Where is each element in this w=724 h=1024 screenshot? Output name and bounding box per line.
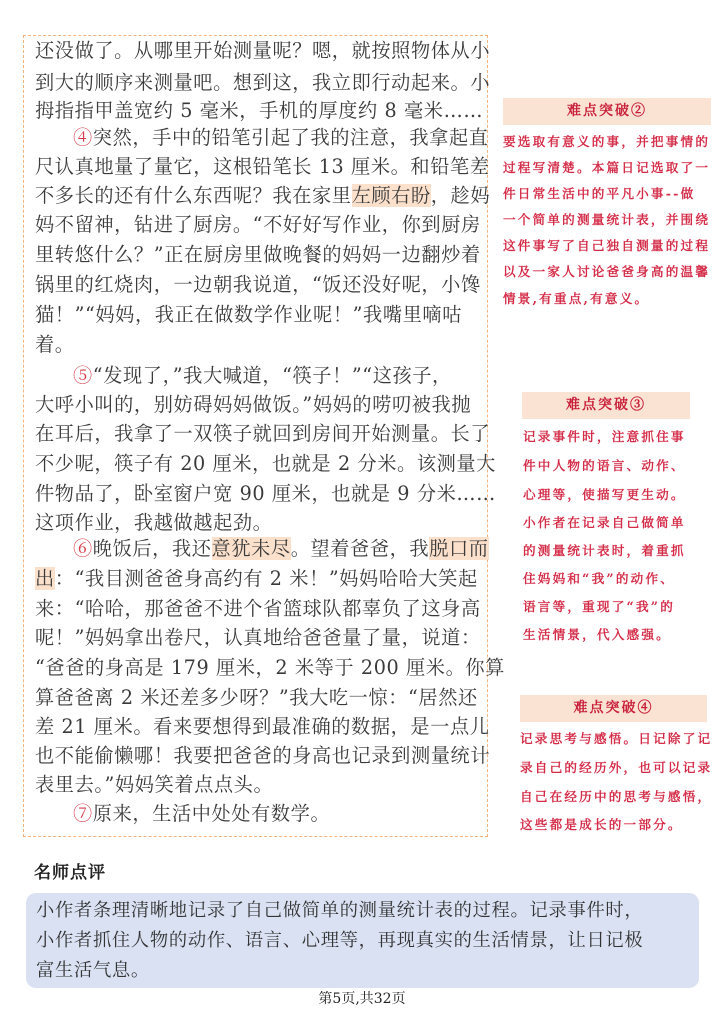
review-line: 小作者抓住人物的动作、语言、心理等，再现真实的生活情景，让日记极: [36, 930, 644, 951]
note-2-line: 以及一家人讨论爸爸身高的温馨: [503, 264, 711, 279]
note-3-line: 小作者在记录自己做简单: [523, 515, 686, 530]
paragraph-5-line: ⑤“发现了，”我大喊道，“筷子！”“这孩子，: [73, 364, 452, 387]
diary-line: 还没做了。从哪里开始测量呢？嗯，就按照物体从小: [35, 39, 491, 62]
note-4-line: 这些都是成长的一部分。: [520, 817, 683, 832]
review-line: 小作者条理清晰地记录了自己做简单的测量统计表的过程。记录事件时，: [36, 900, 644, 921]
paragraph-4-line: 锅里的红烧肉，一边朝我说道，“饭还没好呢，小馋: [35, 273, 481, 296]
paragraph-4-line: 里转悠什么？”正在厨房里做晚餐的妈妈一边翻炒着: [35, 243, 481, 266]
paragraph-6-line: 表里去。”妈妈笑着点点头。: [35, 773, 274, 796]
paragraph-6-line: 算爸爸离 2 米还差多少呀？”我大吃一惊：“居然还: [35, 686, 478, 709]
note-3-line: 的测量统计表时，着重抓: [523, 543, 686, 558]
highlighted-phrase: 左顾右盼: [351, 184, 431, 207]
note-4-line: 录自己的经历外，也可以记录: [520, 760, 713, 775]
paragraph-4-line: 尺认真地量了量它，这根铅笔长 13 厘米。和铅笔差: [35, 155, 490, 178]
note-3-line: 生活情景，代入感强。: [523, 627, 671, 642]
note-3-line: 记录事件时，注意抓住事: [523, 429, 686, 444]
paragraph-marker-7: ⑦: [73, 802, 93, 825]
note-2-line: 这件事写了自己独自测量的过程: [503, 238, 711, 253]
paragraph-6-line: 出：“我目测爸爸身高约有 2 米！”妈妈哈哈大笑起: [35, 567, 478, 590]
highlighted-phrase: 出: [35, 567, 55, 590]
review-line: 富生活气息。: [36, 960, 150, 981]
note-3-line: 语言等，重现了“我”的: [523, 599, 676, 614]
diary-line: 拇指指甲盖宽约 5 毫米，手机的厚度约 8 毫米……: [35, 99, 484, 122]
paragraph-5-line: 件物品了，卧室窗户宽 90 厘米，也就是 9 分米……: [35, 482, 496, 505]
note-2-line: 一个简单的测量统计表，并围绕: [503, 212, 711, 227]
note-3-line: 件中人物的语言、动作、: [523, 458, 686, 473]
note-2-line: 件日常生活中的平凡小事--做: [503, 186, 696, 201]
paragraph-6-line: ⑥晚饭后，我还意犹未尽。望着爸爸，我脱口而: [73, 537, 489, 560]
note-2-line: 要选取有意义的事，并把事情的: [503, 134, 711, 149]
paragraph-4-line: 不多长的还有什么东西呢？我在家里左顾右盼，趁妈: [35, 184, 491, 207]
review-heading: 名师点评: [34, 863, 106, 883]
paragraph-5-line: 大呼小叫的，别妨碍妈妈做饭。”妈妈的唠叨被我抛: [35, 393, 472, 416]
page-number: 第5页,共32页: [318, 991, 406, 1007]
highlighted-phrase: 意犹未尽: [211, 537, 291, 560]
diary-line: 到大的顺序来测量吧。想到这，我立即行动起来。小: [35, 71, 491, 94]
paragraph-6-line: 来：“哈哈，那爸爸不进个省篮球队都辜负了这身高: [35, 597, 481, 620]
highlighted-phrase: 脱口而: [429, 537, 489, 560]
paragraph-4-line: 妈不留神，钻进了厨房。“不好好写作业，你到厨房: [35, 213, 481, 236]
paragraph-5-line: 不少呢，筷子有 20 厘米，也就是 2 分米。该测量大: [35, 452, 496, 475]
paragraph-5-line: 在耳后，我拿了一双筷子就回到房间开始测量。长了: [35, 422, 491, 445]
note-4-line: 自己在经历中的思考与感悟，: [520, 789, 713, 804]
note-2-line: 情景,有重点,有意义。: [503, 291, 650, 306]
paragraph-4-line: ④突然，手中的铅笔引起了我的注意，我拿起直: [73, 126, 489, 149]
paragraph-6-line: 呢！”妈妈拿出卷尺，认真地给爸爸量了量，说道：: [35, 626, 481, 649]
paragraph-4-line: 猫！”“妈妈，我正在做数学作业呢！”我嘴里嘀咕: [35, 303, 462, 326]
paragraph-marker-6: ⑥: [73, 537, 93, 560]
note-3-line: 心理等，使描写更生动。: [523, 487, 686, 502]
note-title-2: 难点突破②: [503, 98, 711, 125]
paragraph-marker-5: ⑤: [73, 364, 93, 387]
paragraph-6-line: “爸爸的身高是 179 厘米，2 米等于 200 厘米。你算: [35, 656, 505, 679]
note-title-3: 难点突破③: [522, 392, 690, 419]
note-4-line: 记录思考与感悟。日记除了记: [520, 731, 713, 746]
paragraph-marker-4: ④: [73, 126, 93, 149]
paragraph-4-line: 着。: [35, 333, 75, 356]
paragraph-6-line: 也不能偷懒哪！我要把爸爸的身高也记录到测量统计: [35, 744, 491, 767]
note-3-line: 住妈妈和“我”的动作、: [523, 571, 676, 586]
paragraph-6-line: 差 21 厘米。看来要想得到最准确的数据，是一点儿: [35, 715, 490, 738]
paragraph-7-line: ⑦原来，生活中处处有数学。: [73, 802, 331, 825]
note-2-line: 过程写清楚。本篇日记选取了一: [503, 160, 711, 175]
paragraph-5-line: 这项作业，我越做越起劲。: [35, 511, 273, 534]
note-title-4: 难点突破④: [520, 695, 707, 722]
